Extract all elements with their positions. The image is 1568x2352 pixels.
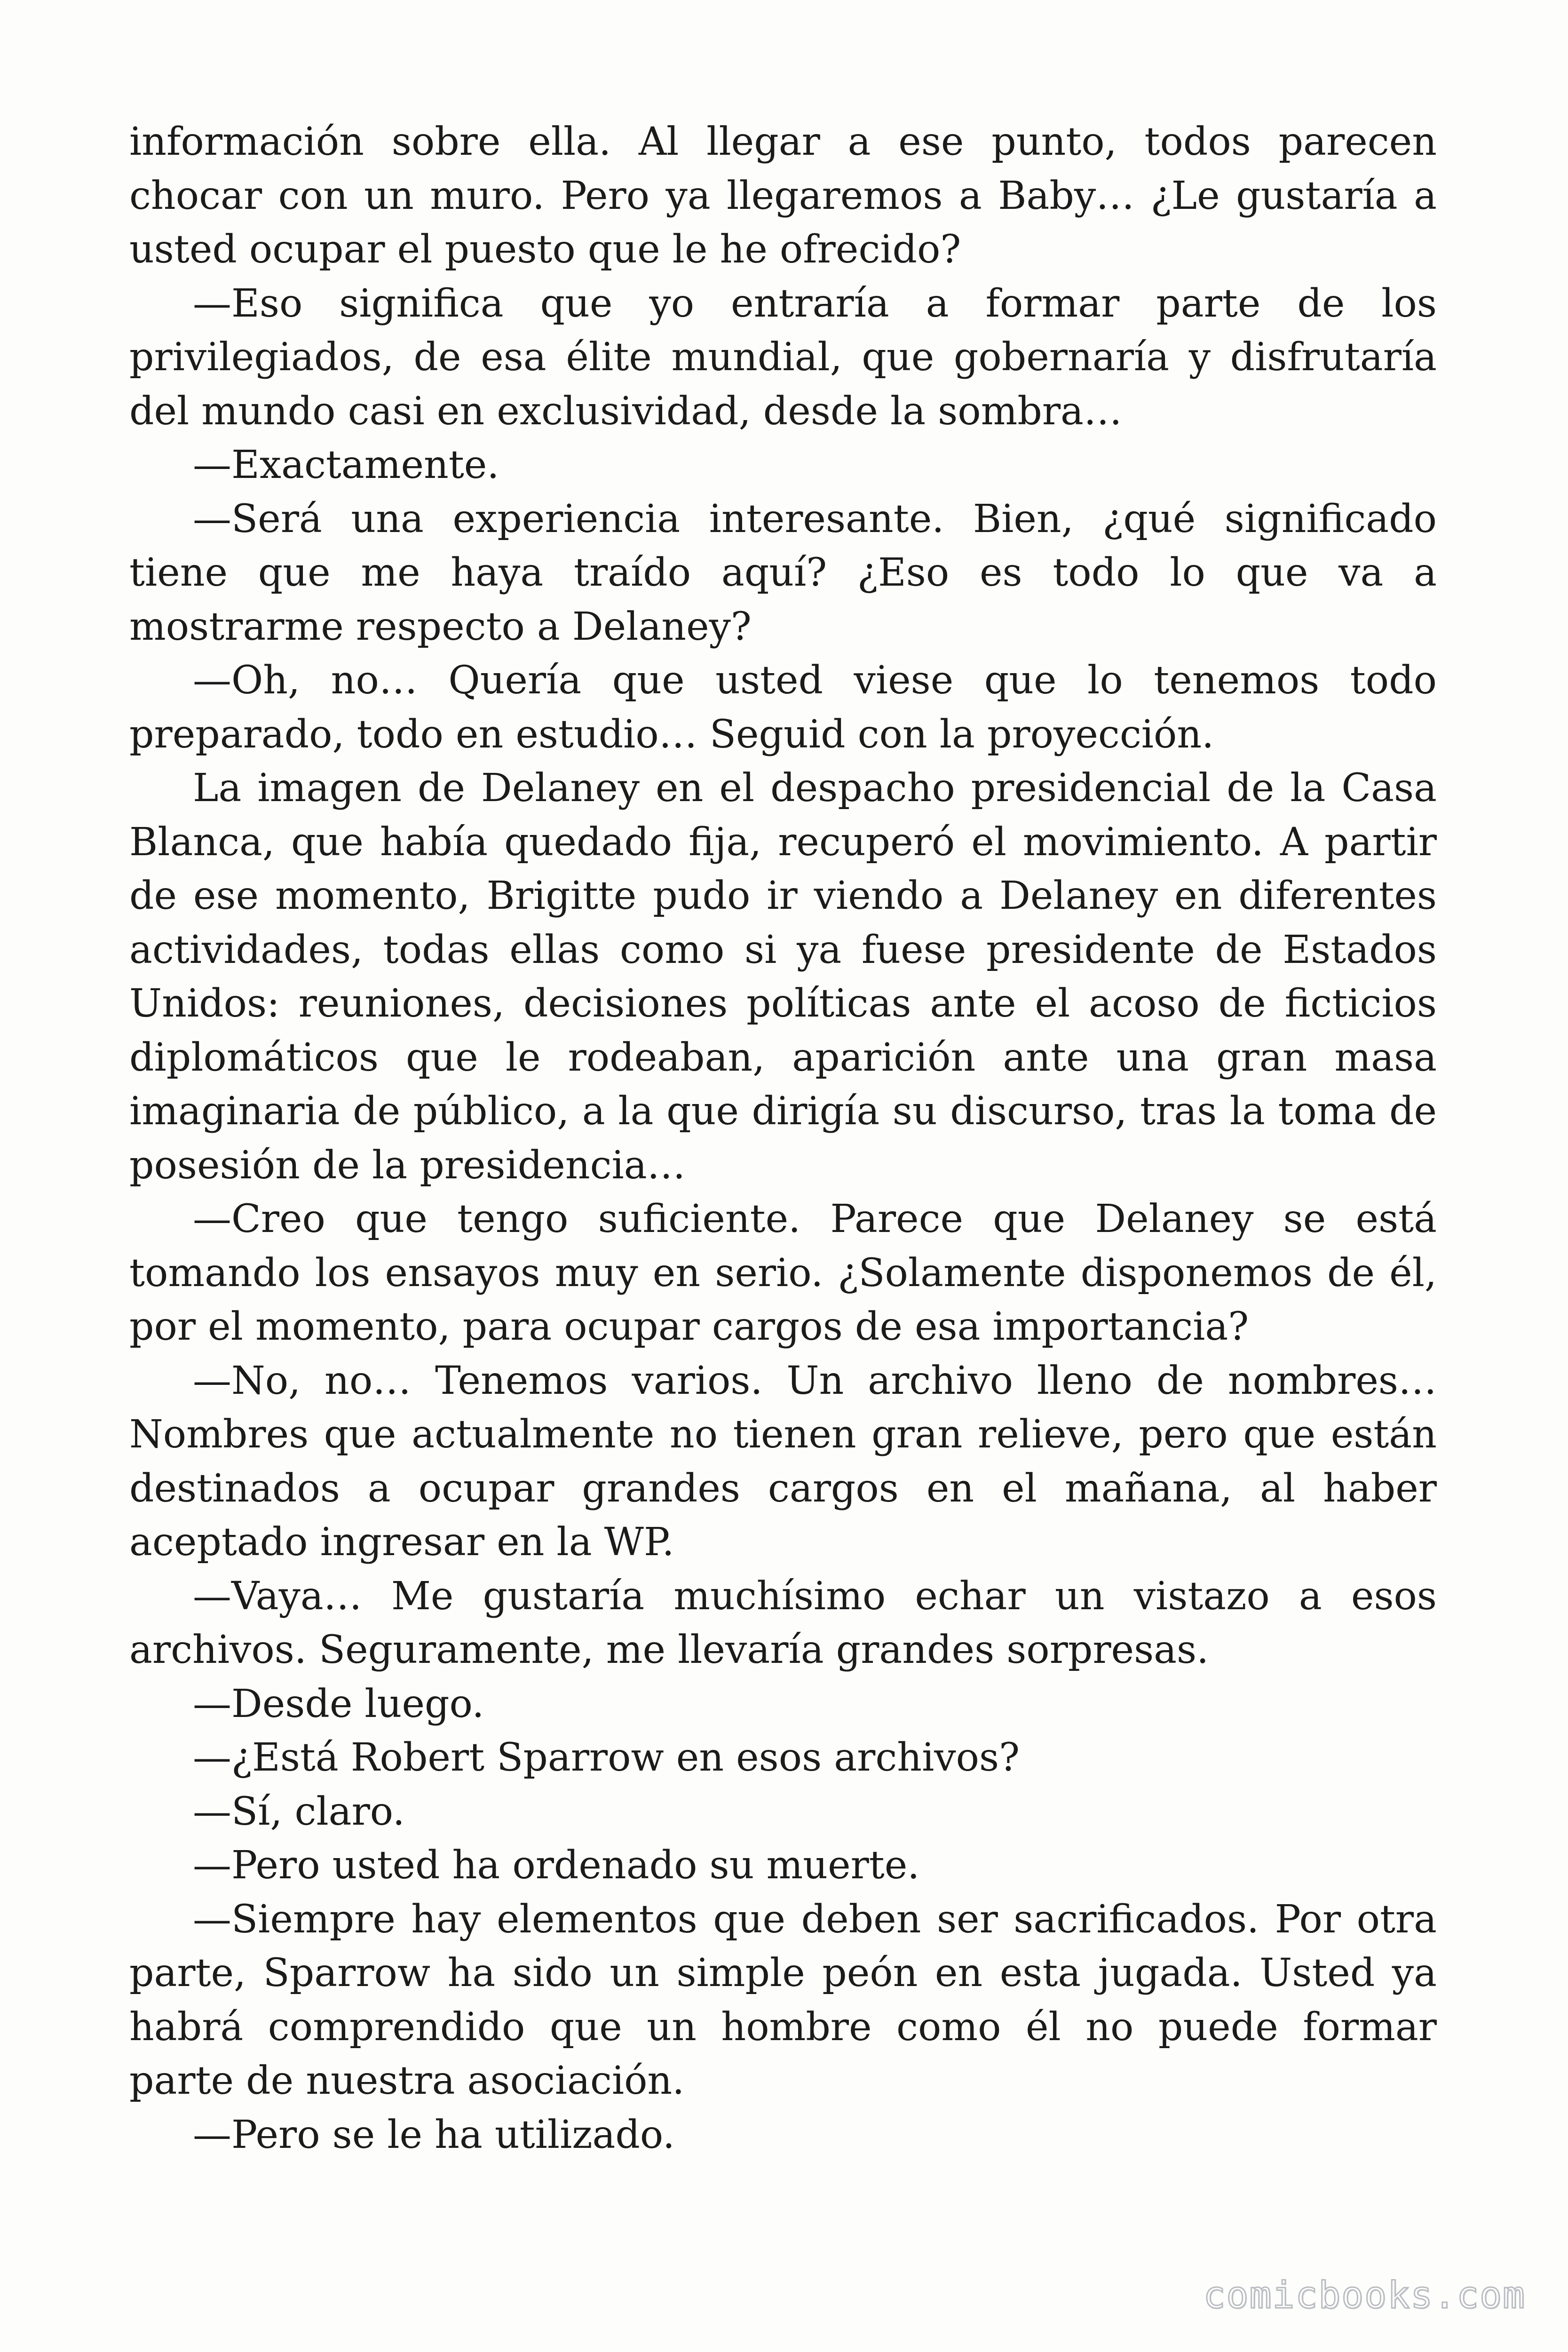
paragraph: información sobre ella. Al llegar a ese punto, todos parecen chocar con un muro. Pero ya llegaremos a Baby… ¿Le gustaría a usted ocupar el puesto que le he ofrecido?	[129, 119, 1437, 272]
paragraph: —Eso significa que yo entraría a formar parte de los privilegiados, de esa élite mundial, que gobernaría y disfrutaría del mundo casi en exclusividad, desde la sombra…	[129, 281, 1437, 434]
paragraph: —Pero se le ha utilizado.	[193, 2112, 675, 2157]
paragraph: —No, no… Tenemos varios. Un archivo lleno de nombres… Nombres que actualmente no tienen gran relieve, pero que están destinados a ocupar grandes cargos en el mañana, al haber aceptado ingresar en la WP.	[129, 1358, 1437, 1565]
paragraph: —Sí, claro.	[193, 1789, 405, 1834]
body-text	[129, 115, 1437, 2162]
paragraph: —Oh, no… Quería que usted viese que lo tenemos todo preparado, todo en estudio… Seguid con la proyección.	[129, 658, 1437, 757]
paragraph: —Pero usted ha ordenado su muerte.	[193, 1843, 920, 1888]
paragraph: —Siempre hay elementos que deben ser sacrificados. Por otra parte, Sparrow ha sido un simple peón en esta jugada. Usted ya habrá comprendido que un hombre como él no puede formar parte de nuestra asociación.	[129, 1897, 1437, 2103]
paragraph: —Exactamente.	[193, 443, 499, 487]
paragraph: —Vaya… Me gustaría muchísimo echar un vistazo a esos archivos. Seguramente, me llevaría grandes sorpresas.	[129, 1573, 1437, 1672]
watermark: comicbooks.com	[1203, 2274, 1526, 2317]
paragraph: —Creo que tengo suficiente. Parece que Delaney se está tomando los ensayos muy en serio. ¿Solamente disponemos de él, por el momento, para ocupar cargos de esa importancia?	[129, 1197, 1437, 1349]
paragraph: La imagen de Delaney en el despacho presidencial de la Casa Blanca, que había quedado fija, recuperó el movimiento. A partir de ese momento, Brigitte pudo ir viendo a Delaney en diferentes actividades, todas ellas como si ya fuese presidente de Estados Unidos: reuniones, decisiones políticas ante el acoso de ficticios diplomáticos que le rodeaban, aparición ante una gran masa imaginaria de público, a la que dirigía su discurso, tras la toma de posesión de la presidencia…	[129, 766, 1437, 1188]
paragraph: —Desde luego.	[193, 1681, 484, 1726]
paragraph: —Será una experiencia interesante. Bien, ¿qué significado tiene que me haya traído aquí? ¿Eso es todo lo que va a mostrarme respecto a Delaney?	[129, 496, 1437, 649]
paragraph: —¿Está Robert Sparrow en esos archivos?	[193, 1735, 1020, 1780]
